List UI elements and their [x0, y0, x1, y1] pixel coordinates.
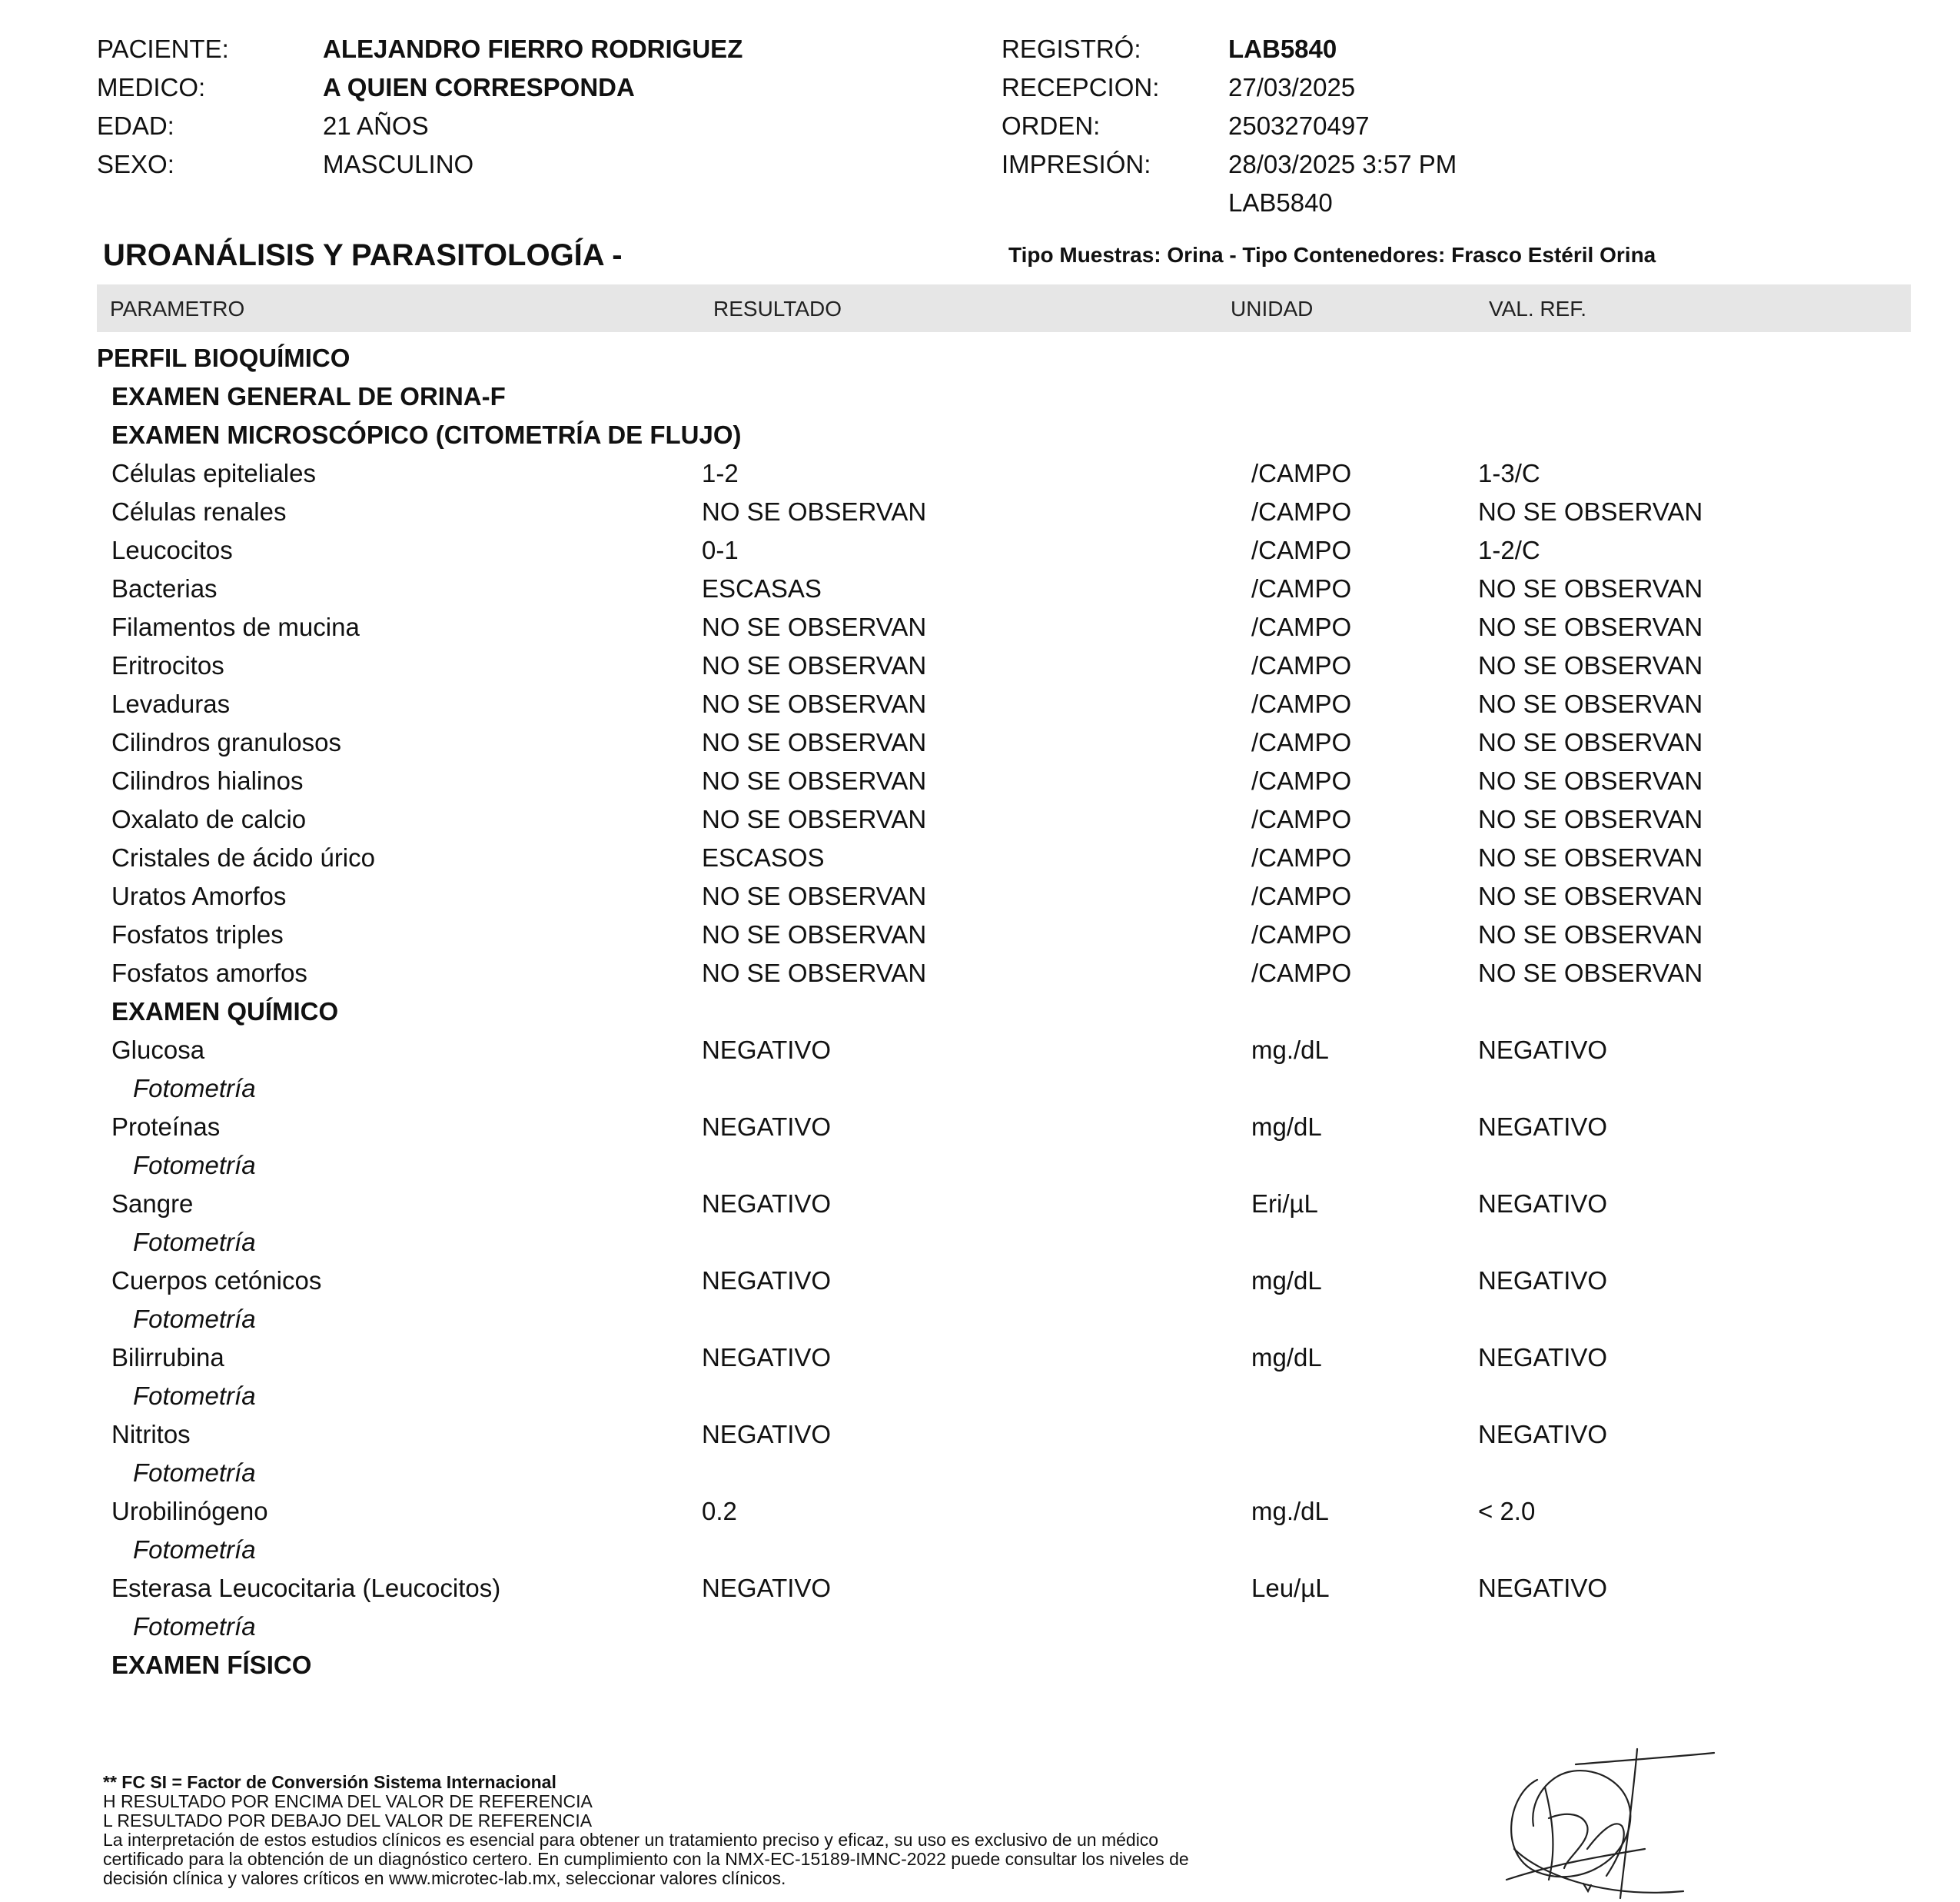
result-value: NEGATIVO	[702, 1266, 832, 1295]
reference-value: NEGATIVO	[1478, 1420, 1608, 1448]
result-value: NO SE OBSERVAN	[702, 613, 927, 641]
registered-label: REGISTRÓ:	[1002, 35, 1141, 63]
unit-value: /CAMPO	[1251, 920, 1352, 949]
print-label: IMPRESIÓN:	[1002, 150, 1151, 178]
section-row	[0, 1650, 1960, 1688]
result-value: NO SE OBSERVAN	[702, 766, 927, 795]
parameter-name: Eritrocitos	[111, 651, 224, 680]
group-title: PERFIL BIOQUÍMICO	[97, 344, 350, 372]
unit-value: /CAMPO	[1251, 574, 1352, 603]
result-value: NO SE OBSERVAN	[702, 920, 927, 949]
table-row	[0, 766, 1960, 804]
unit-value: mg./dL	[1251, 1497, 1329, 1525]
parameter-name: Esterasa Leucocitaria (Leucocitos)	[111, 1574, 501, 1602]
age-value: 21 AÑOS	[323, 111, 429, 140]
table-row	[0, 804, 1960, 843]
table-row	[0, 727, 1960, 766]
registered-value: LAB5840	[1228, 35, 1337, 63]
high-note: H RESULTADO POR ENCIMA DEL VALOR DE REFERENCIA	[103, 1791, 593, 1811]
method-label: Fotometría	[133, 1382, 256, 1410]
section-row	[0, 381, 1960, 420]
unit-value: mg/dL	[1251, 1112, 1322, 1141]
reference-value: NO SE OBSERVAN	[1478, 574, 1703, 603]
method-row	[0, 1458, 1960, 1496]
table-row	[0, 1342, 1960, 1381]
reference-value: NO SE OBSERVAN	[1478, 920, 1703, 949]
parameter-name: Oxalato de calcio	[111, 805, 307, 833]
column-header-bar	[97, 284, 1911, 332]
parameter-name: Uratos Amorfos	[111, 882, 287, 910]
result-value: NO SE OBSERVAN	[702, 805, 927, 833]
table-row	[0, 1573, 1960, 1611]
method-row	[0, 1150, 1960, 1189]
parameter-name: Urobilinógeno	[111, 1497, 268, 1525]
table-row	[0, 881, 1960, 919]
table-row	[0, 1035, 1960, 1073]
order-label: ORDEN:	[1002, 111, 1101, 140]
reference-value: NO SE OBSERVAN	[1478, 613, 1703, 641]
unit-value: /CAMPO	[1251, 459, 1352, 487]
sex-value: MASCULINO	[323, 150, 474, 178]
result-value: NO SE OBSERVAN	[702, 959, 927, 987]
unit-value: /CAMPO	[1251, 843, 1352, 872]
column-ref: VAL. REF.	[1489, 297, 1587, 321]
result-value: 1-2	[702, 459, 739, 487]
table-row	[0, 497, 1960, 535]
parameter-name: Filamentos de mucina	[111, 613, 360, 641]
table-row	[0, 1496, 1960, 1535]
method-row	[0, 1381, 1960, 1419]
unit-value: /CAMPO	[1251, 882, 1352, 910]
reference-value: NEGATIVO	[1478, 1574, 1608, 1602]
reference-value: NEGATIVO	[1478, 1266, 1608, 1295]
table-row	[0, 612, 1960, 650]
disclaimer-line-2: certificado para la obtención de un diagnóstico certero. En cumplimiento con la NMX-EC-15189-IMNC-2022 puede consultar los niveles de	[103, 1849, 1189, 1869]
method-label: Fotometría	[133, 1612, 256, 1641]
parameter-name: Células renales	[111, 497, 287, 526]
reference-value: NO SE OBSERVAN	[1478, 843, 1703, 872]
table-row	[0, 958, 1960, 996]
column-param: PARAMETRO	[110, 297, 245, 321]
parameter-name: Cristales de ácido úrico	[111, 843, 375, 872]
fc-note: ** FC SI = Factor de Conversión Sistema Internacional	[103, 1772, 556, 1792]
table-row	[0, 843, 1960, 881]
doctor-name: A QUIEN CORRESPONDA	[323, 73, 635, 101]
unit-value: /CAMPO	[1251, 728, 1352, 756]
method-row	[0, 1073, 1960, 1112]
print-user: LAB5840	[1228, 188, 1333, 217]
section-heading: EXAMEN MICROSCÓPICO (CITOMETRÍA DE FLUJO)	[111, 421, 742, 449]
section-heading: EXAMEN GENERAL DE ORINA-F	[111, 382, 506, 411]
reception-value: 27/03/2025	[1228, 73, 1356, 101]
method-label: Fotometría	[133, 1074, 256, 1102]
unit-value: /CAMPO	[1251, 651, 1352, 680]
parameter-name: Fosfatos amorfos	[111, 959, 307, 987]
reference-value: NO SE OBSERVAN	[1478, 766, 1703, 795]
table-row	[0, 919, 1960, 958]
reference-value: NEGATIVO	[1478, 1189, 1608, 1218]
disclaimer-line-3: decisión clínica y valores críticos en www.microtec-lab.mx, seleccionar valores clínicos.	[103, 1868, 786, 1888]
unit-value: mg/dL	[1251, 1266, 1322, 1295]
disclaimer-line-1: La interpretación de estos estudios clínicos es esencial para obtener un tratamiento preciso y eficaz, su uso es exclusivo de un médico	[103, 1830, 1159, 1850]
table-row	[0, 1265, 1960, 1304]
table-row	[0, 1189, 1960, 1227]
table-row	[0, 689, 1960, 727]
column-result: RESULTADO	[713, 297, 842, 321]
section-title: UROANÁLISIS Y PARASITOLOGÍA -	[103, 238, 623, 272]
result-value: NO SE OBSERVAN	[702, 690, 927, 718]
reference-value: NEGATIVO	[1478, 1112, 1608, 1141]
parameter-name: Glucosa	[111, 1036, 205, 1064]
result-value: NO SE OBSERVAN	[702, 728, 927, 756]
result-value: NEGATIVO	[702, 1343, 832, 1372]
reception-label: RECEPCION:	[1002, 73, 1160, 101]
method-label: Fotometría	[133, 1535, 256, 1564]
method-row	[0, 1535, 1960, 1573]
unit-value: Leu/µL	[1251, 1574, 1330, 1602]
low-note: L RESULTADO POR DEBAJO DEL VALOR DE REFERENCIA	[103, 1811, 593, 1831]
result-value: NEGATIVO	[702, 1036, 832, 1064]
section-row	[0, 996, 1960, 1035]
table-row	[0, 1112, 1960, 1150]
result-value: ESCASOS	[702, 843, 825, 872]
method-label: Fotometría	[133, 1458, 256, 1487]
reference-value: 1-3/C	[1478, 459, 1540, 487]
patient-name: ALEJANDRO FIERRO RODRIGUEZ	[323, 35, 743, 63]
doctor-label: MEDICO:	[97, 73, 206, 101]
parameter-name: Fosfatos triples	[111, 920, 284, 949]
parameter-name: Levaduras	[111, 690, 231, 718]
unit-value: mg./dL	[1251, 1036, 1329, 1064]
table-row	[0, 458, 1960, 497]
parameter-name: Leucocitos	[111, 536, 233, 564]
order-value: 2503270497	[1228, 111, 1370, 140]
parameter-name: Bacterias	[111, 574, 218, 603]
age-label: EDAD:	[97, 111, 174, 140]
reference-value: NO SE OBSERVAN	[1478, 805, 1703, 833]
result-value: NEGATIVO	[702, 1574, 832, 1602]
parameter-name: Sangre	[111, 1189, 194, 1218]
reference-value: NO SE OBSERVAN	[1478, 882, 1703, 910]
sample-info: Tipo Muestras: Orina - Tipo Contenedores: Frasco Estéril Orina	[1008, 243, 1656, 267]
table-row	[0, 574, 1960, 612]
unit-value: /CAMPO	[1251, 805, 1352, 833]
method-label: Fotometría	[133, 1151, 256, 1179]
result-value: 0-1	[702, 536, 739, 564]
unit-value: mg/dL	[1251, 1343, 1322, 1372]
reference-value: NO SE OBSERVAN	[1478, 728, 1703, 756]
parameter-name: Cuerpos cetónicos	[111, 1266, 322, 1295]
result-value: NO SE OBSERVAN	[702, 497, 927, 526]
reference-value: NO SE OBSERVAN	[1478, 497, 1703, 526]
result-value: NO SE OBSERVAN	[702, 882, 927, 910]
print-value: 28/03/2025 3:57 PM	[1228, 150, 1457, 178]
patient-label: PACIENTE:	[97, 35, 229, 63]
reference-value: 1-2/C	[1478, 536, 1540, 564]
column-unit: UNIDAD	[1231, 297, 1314, 321]
parameter-name: Bilirrubina	[111, 1343, 224, 1372]
method-label: Fotometría	[133, 1228, 256, 1256]
unit-value: Eri/µL	[1251, 1189, 1318, 1218]
method-row	[0, 1611, 1960, 1650]
result-value: NEGATIVO	[702, 1189, 832, 1218]
result-value: NEGATIVO	[702, 1420, 832, 1448]
result-value: ESCASAS	[702, 574, 822, 603]
table-row	[0, 1419, 1960, 1458]
method-row	[0, 1304, 1960, 1342]
method-row	[0, 1227, 1960, 1265]
unit-value: /CAMPO	[1251, 766, 1352, 795]
sex-label: SEXO:	[97, 150, 174, 178]
section-row	[0, 420, 1960, 458]
parameter-name: Cilindros hialinos	[111, 766, 304, 795]
result-value: NO SE OBSERVAN	[702, 651, 927, 680]
reference-value: NO SE OBSERVAN	[1478, 959, 1703, 987]
reference-value: NEGATIVO	[1478, 1036, 1608, 1064]
reference-value: NEGATIVO	[1478, 1343, 1608, 1372]
parameter-name: Cilindros granulosos	[111, 728, 341, 756]
reference-value: NO SE OBSERVAN	[1478, 651, 1703, 680]
section-heading: EXAMEN FÍSICO	[111, 1651, 312, 1679]
parameter-name: Células epiteliales	[111, 459, 316, 487]
unit-value: /CAMPO	[1251, 536, 1352, 564]
reference-value: NO SE OBSERVAN	[1478, 690, 1703, 718]
unit-value: /CAMPO	[1251, 690, 1352, 718]
result-value: NEGATIVO	[702, 1112, 832, 1141]
unit-value: /CAMPO	[1251, 959, 1352, 987]
table-row	[0, 535, 1960, 574]
signature-icon	[1491, 1734, 1722, 1902]
section-row	[0, 343, 1960, 381]
unit-value: /CAMPO	[1251, 613, 1352, 641]
method-label: Fotometría	[133, 1305, 256, 1333]
parameter-name: Nitritos	[111, 1420, 191, 1448]
section-heading: EXAMEN QUÍMICO	[111, 997, 339, 1026]
table-row	[0, 650, 1960, 689]
reference-value: < 2.0	[1478, 1497, 1536, 1525]
unit-value: /CAMPO	[1251, 497, 1352, 526]
parameter-name: Proteínas	[111, 1112, 221, 1141]
result-value: 0.2	[702, 1497, 737, 1525]
